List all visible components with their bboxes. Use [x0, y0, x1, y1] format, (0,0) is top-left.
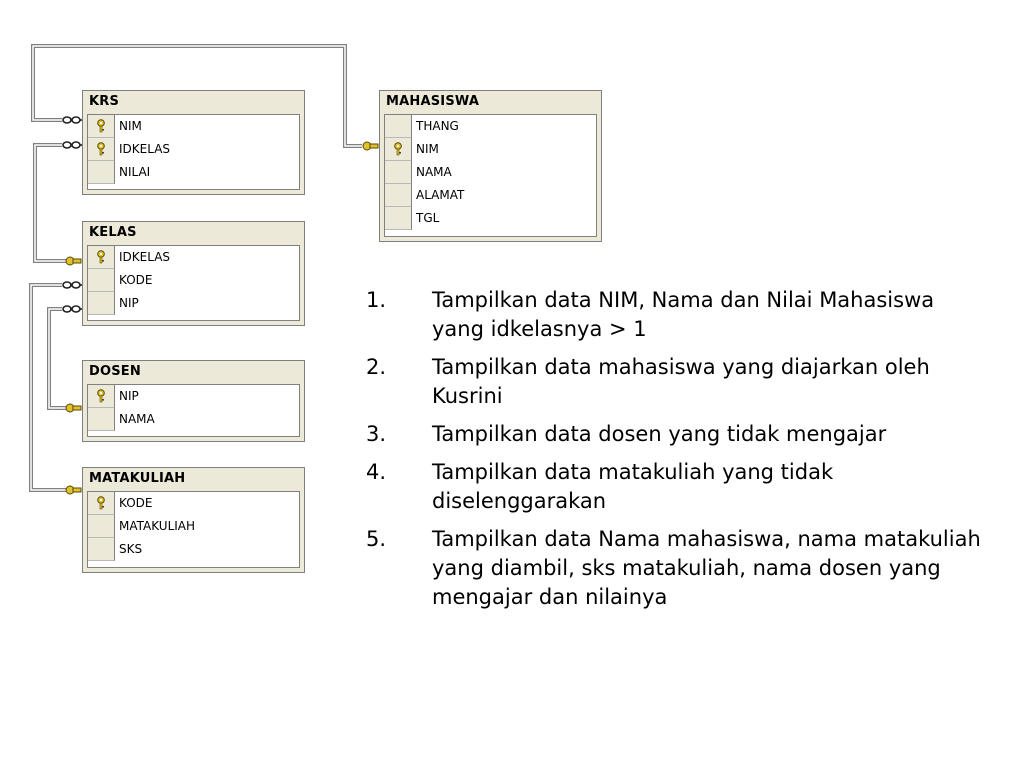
field-name: NIP — [119, 296, 139, 310]
table-kelas[interactable] — [82, 221, 305, 326]
item-text: Tampilkan data matakuliah yang tidak diselenggarakan — [432, 460, 834, 513]
row-selector[interactable] — [88, 115, 115, 138]
item-text: Tampilkan data mahasiswa yang diajarkan oleh Kusrini — [432, 355, 930, 408]
field-name: KODE — [119, 273, 153, 287]
field-name: NIM — [416, 142, 439, 156]
primary-key-icon — [96, 389, 106, 403]
field-name: IDKELAS — [119, 142, 171, 156]
table-krs[interactable] — [82, 90, 305, 195]
field-list — [87, 491, 300, 568]
field-row[interactable] — [88, 138, 299, 161]
field-name: SKS — [119, 542, 143, 556]
field-row[interactable] — [88, 269, 299, 292]
list-item — [366, 525, 986, 612]
table-mahasiswa[interactable] — [379, 90, 602, 242]
field-name: IDKELAS — [119, 250, 171, 264]
field-row[interactable] — [385, 115, 596, 138]
primary-key-icon — [96, 142, 106, 156]
list-item — [366, 458, 986, 516]
field-row[interactable] — [88, 292, 299, 315]
item-text: Tampilkan data NIM, Nama dan Nilai Mahasiswa yang idkelasnya > 1 — [432, 288, 935, 341]
table-dosen[interactable] — [82, 360, 305, 442]
field-name: NAMA — [119, 412, 155, 426]
field-name: THANG — [416, 119, 459, 133]
table-matakuliah[interactable] — [82, 467, 305, 573]
row-selector[interactable] — [88, 492, 115, 515]
item-number: 3. — [366, 422, 387, 446]
field-row[interactable] — [88, 492, 299, 515]
field-row[interactable] — [88, 246, 299, 269]
field-row[interactable] — [385, 138, 596, 161]
rel-kelas-dosen — [49, 309, 66, 408]
primary-key-icon — [96, 119, 106, 133]
field-name: KODE — [119, 496, 153, 510]
table-title: DOSEN — [89, 364, 141, 379]
row-selector[interactable] — [88, 515, 115, 538]
table-title: MAHASISWA — [386, 94, 480, 109]
field-list — [87, 384, 300, 437]
field-name: TGL — [416, 211, 440, 225]
key-end-icon — [66, 404, 81, 412]
field-name: NIP — [119, 389, 139, 403]
primary-key-icon — [96, 496, 106, 510]
rel-krs-kelas — [35, 145, 66, 261]
row-selector[interactable] — [88, 161, 115, 184]
row-selector[interactable] — [88, 385, 115, 408]
list-item — [366, 420, 986, 449]
key-end-icon — [66, 486, 81, 494]
field-row[interactable] — [385, 184, 596, 207]
field-name: MATAKULIAH — [119, 519, 196, 533]
row-selector[interactable] — [385, 138, 412, 161]
field-row[interactable] — [88, 408, 299, 431]
item-text: Tampilkan data dosen yang tidak mengajar — [432, 422, 887, 446]
list-item — [366, 286, 986, 344]
field-name: NIM — [119, 119, 142, 133]
field-row[interactable] — [385, 207, 596, 230]
row-selector[interactable] — [88, 138, 115, 161]
table-title: MATAKULIAH — [89, 471, 186, 486]
field-row[interactable] — [385, 161, 596, 184]
primary-key-icon — [96, 250, 106, 264]
row-selector[interactable] — [385, 207, 412, 230]
item-number: 2. — [366, 355, 387, 379]
field-row[interactable] — [88, 161, 299, 184]
row-selector[interactable] — [385, 184, 412, 207]
key-end-icon — [363, 142, 378, 150]
field-name: NILAI — [119, 165, 151, 179]
key-end-icon — [66, 257, 81, 265]
field-row[interactable] — [88, 385, 299, 408]
row-selector[interactable] — [88, 292, 115, 315]
field-list — [87, 114, 300, 190]
row-selector[interactable] — [88, 408, 115, 431]
list-item — [366, 353, 986, 411]
row-selector[interactable] — [88, 246, 115, 269]
field-row[interactable] — [88, 115, 299, 138]
field-list — [87, 245, 300, 321]
field-name: NAMA — [416, 165, 452, 179]
field-row[interactable] — [88, 538, 299, 561]
item-text: Tampilkan data Nama mahasiswa, nama matakuliah yang diambil, sks matakuliah, nama dosen yang mengajar dan nilainya — [432, 527, 981, 609]
row-selector[interactable] — [88, 269, 115, 292]
row-selector[interactable] — [385, 161, 412, 184]
item-number: 1. — [366, 288, 387, 312]
field-list — [384, 114, 597, 237]
row-selector[interactable] — [385, 115, 412, 138]
row-selector[interactable] — [88, 538, 115, 561]
primary-key-icon — [393, 142, 403, 156]
table-title: KELAS — [89, 225, 137, 240]
item-number: 4. — [366, 460, 387, 484]
item-number: 5. — [366, 527, 387, 551]
table-title: KRS — [89, 94, 120, 109]
field-name: ALAMAT — [416, 188, 465, 202]
question-list — [366, 286, 986, 621]
field-row[interactable] — [88, 515, 299, 538]
